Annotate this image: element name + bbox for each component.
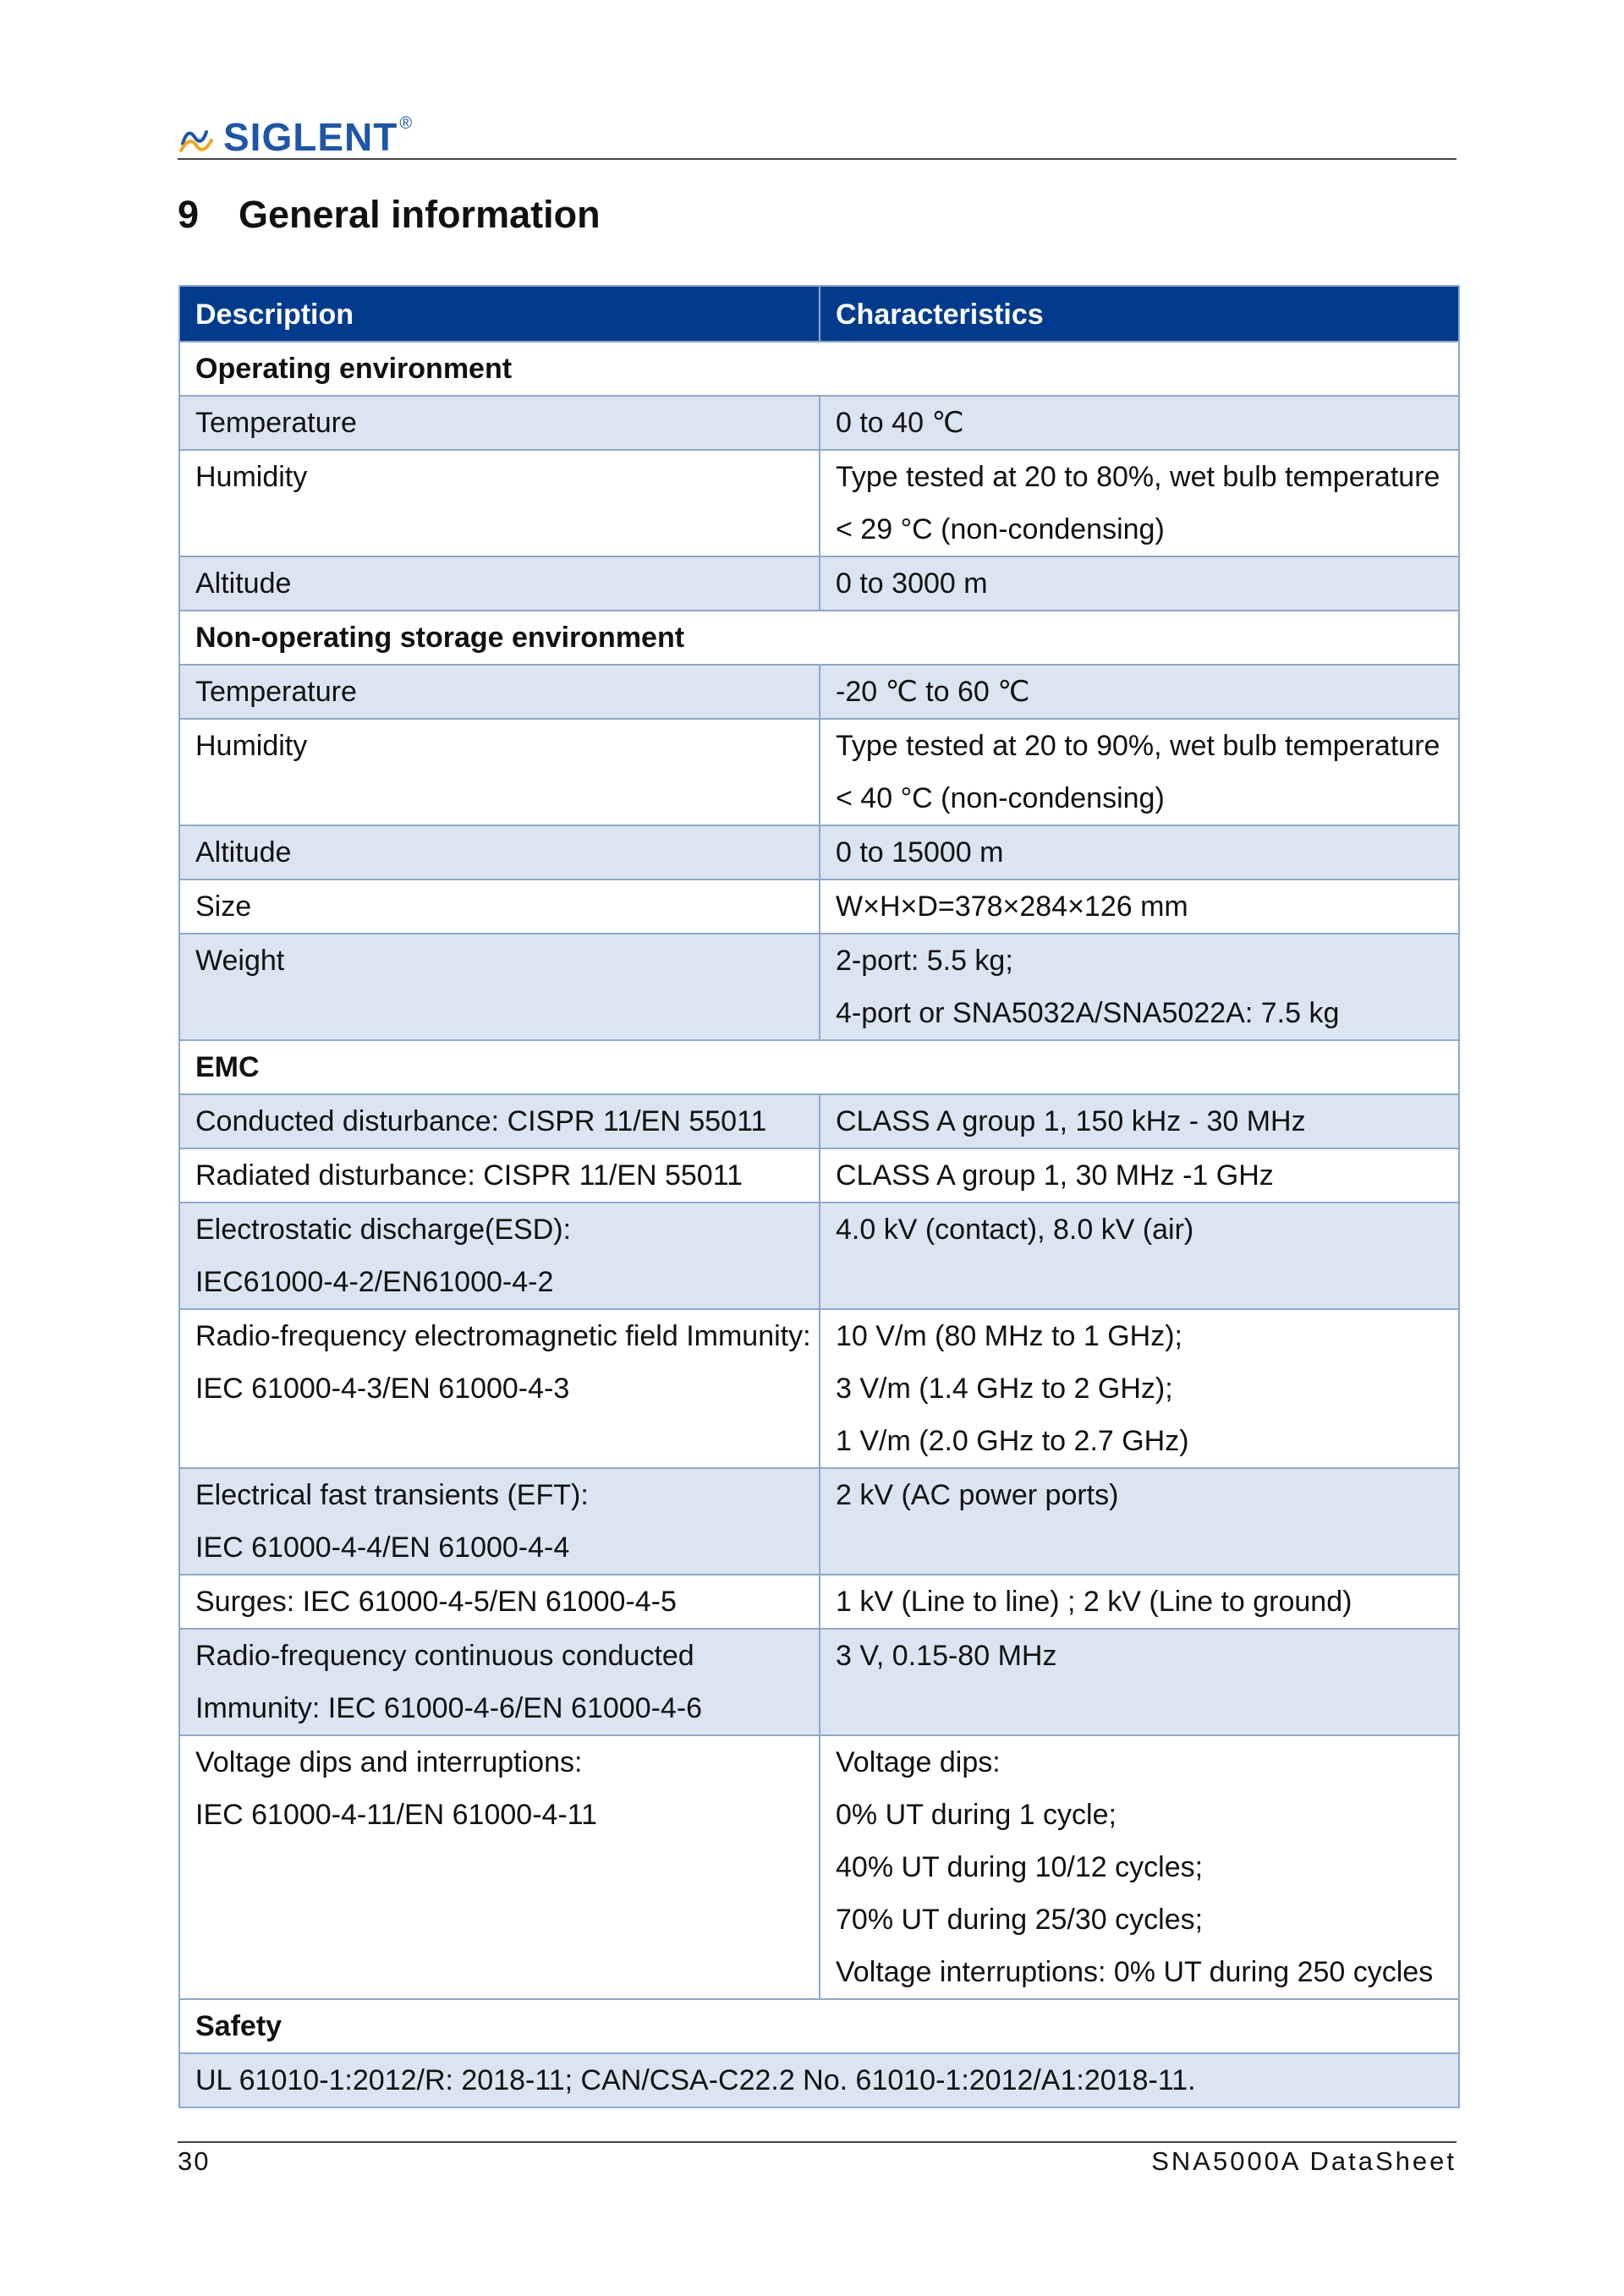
description-cell-line: Electrical fast transients (EFT): [195, 1479, 589, 1511]
table-row [179, 825, 1459, 879]
characteristics-cell-line: Type tested at 20 to 90%, wet bulb temperature [836, 730, 1440, 762]
description-cell [179, 665, 820, 719]
brand-name: SIGLENT [223, 115, 398, 159]
siglent-logo [178, 115, 412, 159]
description-cell-line: Temperature [195, 676, 357, 708]
description-cell [179, 1203, 820, 1309]
characteristics-cell [820, 1094, 1459, 1148]
characteristics-cell-line: 1 V/m (2.0 GHz to 2.7 GHz) [836, 1425, 1189, 1457]
section-number: 9 [178, 193, 200, 236]
registered-mark: ® [399, 113, 413, 133]
characteristics-cell-line: Voltage dips: [836, 1746, 1001, 1778]
characteristics-cell-line: W×H×D=378×284×126 mm [836, 890, 1188, 923]
characteristics-cell-line: 3 V/m (1.4 GHz to 2 GHz); [836, 1373, 1173, 1405]
characteristics-cell [820, 1629, 1459, 1735]
characteristics-cell-line: < 40 °C (non-condensing) [836, 782, 1165, 814]
category-row [179, 1040, 1459, 1094]
table-row [179, 396, 1459, 450]
description-cell-line: IEC61000-4-2/EN61000-4-2 [195, 1266, 554, 1298]
description-cell-line: IEC 61000-4-3/EN 61000-4-3 [195, 1373, 570, 1405]
general-info-table [178, 285, 1460, 2108]
table-row [179, 1203, 1459, 1309]
table-row [179, 719, 1459, 825]
table-row [179, 2053, 1459, 2107]
characteristics-cell [820, 1309, 1459, 1468]
category-row [179, 611, 1459, 665]
description-cell-line: Radio-frequency electromagnetic field Immunity: [195, 1320, 811, 1352]
section-title: General information [239, 193, 601, 236]
characteristics-cell [820, 719, 1459, 825]
header-description: Description [179, 286, 820, 342]
document-title: SNA5000A DataSheet [1151, 2146, 1457, 2176]
table-row [179, 1148, 1459, 1203]
characteristics-cell [820, 825, 1459, 879]
characteristics-cell-line: 2 kV (AC power ports) [836, 1479, 1119, 1511]
description-cell [179, 1309, 820, 1468]
description-cell-line: Surges: IEC 61000-4-5/EN 61000-4-5 [195, 1586, 677, 1618]
description-cell-line: Altitude [195, 836, 292, 869]
description-cell-line: Size [195, 890, 252, 923]
description-cell [179, 1735, 820, 1999]
characteristics-cell-line: Voltage interruptions: 0% UT during 250 cycles [836, 1956, 1434, 1988]
characteristics-cell-line: 10 V/m (80 MHz to 1 GHz); [836, 1320, 1182, 1352]
characteristics-cell [820, 450, 1459, 556]
table-row [179, 1735, 1459, 1999]
characteristics-cell-line: 70% UT during 25/30 cycles; [836, 1904, 1204, 1936]
characteristics-cell-line: 0% UT during 1 cycle; [836, 1799, 1116, 1831]
table-row [179, 665, 1459, 719]
header-characteristics: Characteristics [820, 286, 1459, 342]
category-label: Non-operating storage environment [179, 611, 1459, 665]
characteristics-cell-line: -20 ℃ to 60 ℃ [836, 676, 1030, 708]
characteristics-cell-line: 40% UT during 10/12 cycles; [836, 1851, 1204, 1883]
page-number: 30 [178, 2146, 211, 2176]
characteristics-cell-line: Type tested at 20 to 80%, wet bulb temperature [836, 461, 1440, 493]
characteristics-cell [820, 556, 1459, 611]
table-body [179, 342, 1459, 2107]
table-row [179, 934, 1459, 1040]
characteristics-cell-line: < 29 °C (non-condensing) [836, 513, 1165, 545]
description-cell [179, 1094, 820, 1148]
footer-divider [178, 2141, 1457, 2143]
description-cell [179, 1575, 820, 1629]
description-cell-line: Conducted disturbance: CISPR 11/EN 55011 [195, 1105, 767, 1137]
page-header [178, 108, 1455, 159]
characteristics-cell-line: 0 to 15000 m [836, 836, 1004, 869]
description-cell-line: Radio-frequency continuous conducted [195, 1640, 694, 1672]
category-label: Operating environment [179, 342, 1459, 396]
description-cell-line: Weight [195, 945, 285, 977]
siglent-wave-icon [178, 118, 220, 156]
description-cell-line: Voltage dips and interruptions: [195, 1746, 583, 1778]
header-divider [178, 158, 1457, 160]
category-label: Safety [179, 1999, 1459, 2053]
characteristics-cell [820, 879, 1459, 934]
description-cell [179, 450, 820, 556]
characteristics-cell-line: 2-port: 5.5 kg; [836, 945, 1013, 977]
characteristics-cell [820, 1575, 1459, 1629]
category-label: EMC [179, 1040, 1459, 1094]
characteristics-cell [820, 665, 1459, 719]
characteristics-cell [820, 934, 1459, 1040]
description-cell [179, 1629, 820, 1735]
spanning-cell: UL 61010-1:2012/R: 2018-11; CAN/CSA-C22.2 No. 61010-1:2012/A1:2018-11. [179, 2053, 1459, 2107]
description-cell [179, 825, 820, 879]
category-row [179, 342, 1459, 396]
description-cell [179, 396, 820, 450]
table-row [179, 879, 1459, 934]
table-row [179, 556, 1459, 611]
characteristics-cell [820, 1203, 1459, 1309]
table-row [179, 1309, 1459, 1468]
table-row [179, 1094, 1459, 1148]
characteristics-cell-line: 4-port or SNA5032A/SNA5022A: 7.5 kg [836, 997, 1340, 1029]
description-cell-line: Immunity: IEC 61000-4-6/EN 61000-4-6 [195, 1692, 703, 1724]
characteristics-cell [820, 1468, 1459, 1575]
description-cell-line: Radiated disturbance: CISPR 11/EN 55011 [195, 1159, 743, 1192]
table-row [179, 1629, 1459, 1735]
description-cell-line: Altitude [195, 567, 292, 600]
characteristics-cell-line: 3 V, 0.15-80 MHz [836, 1640, 1057, 1672]
description-cell-line: Temperature [195, 407, 357, 439]
characteristics-cell-line: CLASS A group 1, 30 MHz -1 GHz [836, 1159, 1274, 1192]
characteristics-cell [820, 396, 1459, 450]
table-row [179, 1468, 1459, 1575]
table-row [179, 450, 1459, 556]
description-cell-line: Electrostatic discharge(ESD): [195, 1214, 572, 1246]
characteristics-cell [820, 1148, 1459, 1203]
characteristics-cell-line: 4.0 kV (contact), 8.0 kV (air) [836, 1214, 1194, 1246]
description-cell [179, 1148, 820, 1203]
characteristics-cell-line: 0 to 3000 m [836, 567, 988, 600]
description-cell-line: Humidity [195, 461, 308, 493]
table-row [179, 1575, 1459, 1629]
description-cell-line: IEC 61000-4-4/EN 61000-4-4 [195, 1532, 570, 1564]
characteristics-cell-line: 1 kV (Line to line) ; 2 kV (Line to ground) [836, 1586, 1352, 1618]
section-heading [178, 193, 601, 237]
description-cell [179, 1468, 820, 1575]
description-cell [179, 934, 820, 1040]
characteristics-cell-line: 0 to 40 ℃ [836, 407, 964, 439]
description-cell [179, 556, 820, 611]
description-cell-line: IEC 61000-4-11/EN 61000-4-11 [195, 1799, 598, 1831]
description-cell [179, 719, 820, 825]
table-header-row [179, 286, 1459, 342]
category-row [179, 1999, 1459, 2053]
characteristics-cell-line: CLASS A group 1, 150 kHz - 30 MHz [836, 1105, 1306, 1137]
characteristics-cell [820, 1735, 1459, 1999]
description-cell [179, 879, 820, 934]
description-cell-line: Humidity [195, 730, 308, 762]
